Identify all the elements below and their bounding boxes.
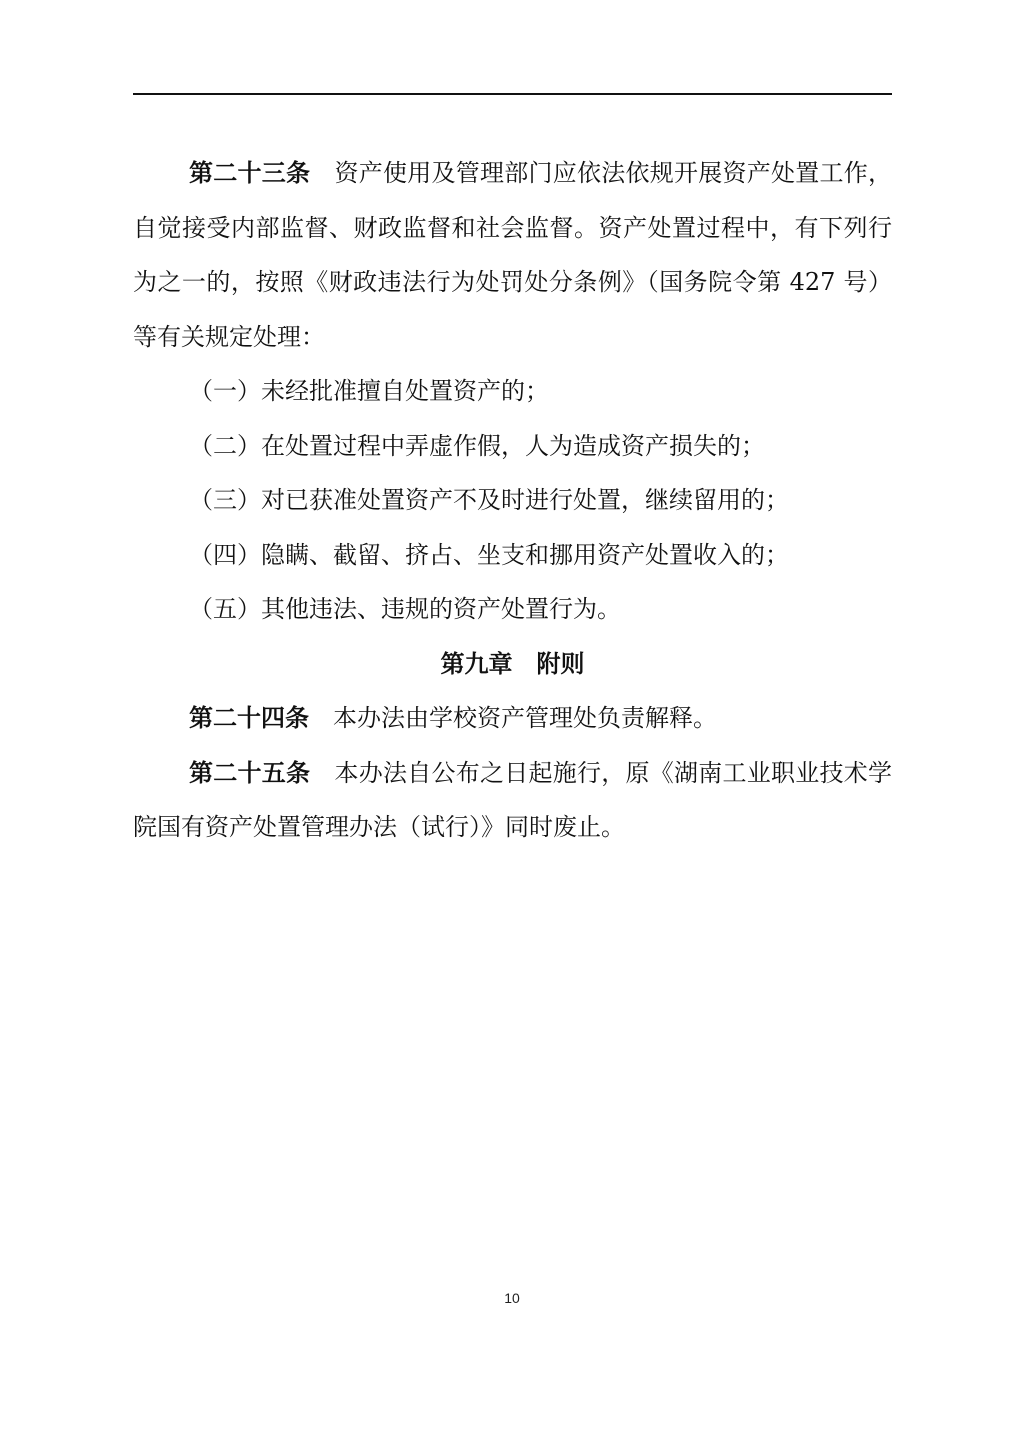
article-23-heading: 第二十三条 xyxy=(189,158,311,187)
article-25-heading: 第二十五条 xyxy=(189,757,311,787)
article-25-text: 本办法自公布之日起施行，原《湖南工业职业技术学院国有资产处置管理办法（试行）》同时废止。 xyxy=(133,758,892,841)
article-24-text: 本办法由学校资产管理处负责解释。 xyxy=(333,704,717,732)
article-23-item-2: （二）在处置过程中弄虚作假，人为造成资产损失的； xyxy=(189,431,765,460)
article-24 xyxy=(133,691,892,746)
article-25 xyxy=(133,746,892,855)
article-23-item-1: （一）未经批准擅自处置资产的； xyxy=(189,377,549,405)
article-23-item-5: （五）其他违法、违规的资产处置行为。 xyxy=(189,595,621,623)
header-rule xyxy=(133,93,892,95)
article-23-text: 资产使用及管理部门应依法依规开展资产处置工作，自觉接受内部监督、财政监督和社会监督。资产处置过程中，有下列行为之一的，按照《财政违法行为处罚处分条例》（国务院令第 427 号）等有关规定处理： xyxy=(133,159,892,351)
article-23-item-3: （三）对已获准处置资产不及时进行处置，继续留用的； xyxy=(189,486,789,514)
article-23 xyxy=(133,146,892,364)
document-body xyxy=(133,146,892,855)
article-23-item-4: （四）隐瞒、截留、挤占、坐支和挪用资产处置收入的； xyxy=(189,540,789,569)
page-number: 10 xyxy=(504,1290,520,1306)
article-24-heading: 第二十四条 xyxy=(189,703,309,732)
chapter-title: 第九章 附则 xyxy=(440,649,585,678)
